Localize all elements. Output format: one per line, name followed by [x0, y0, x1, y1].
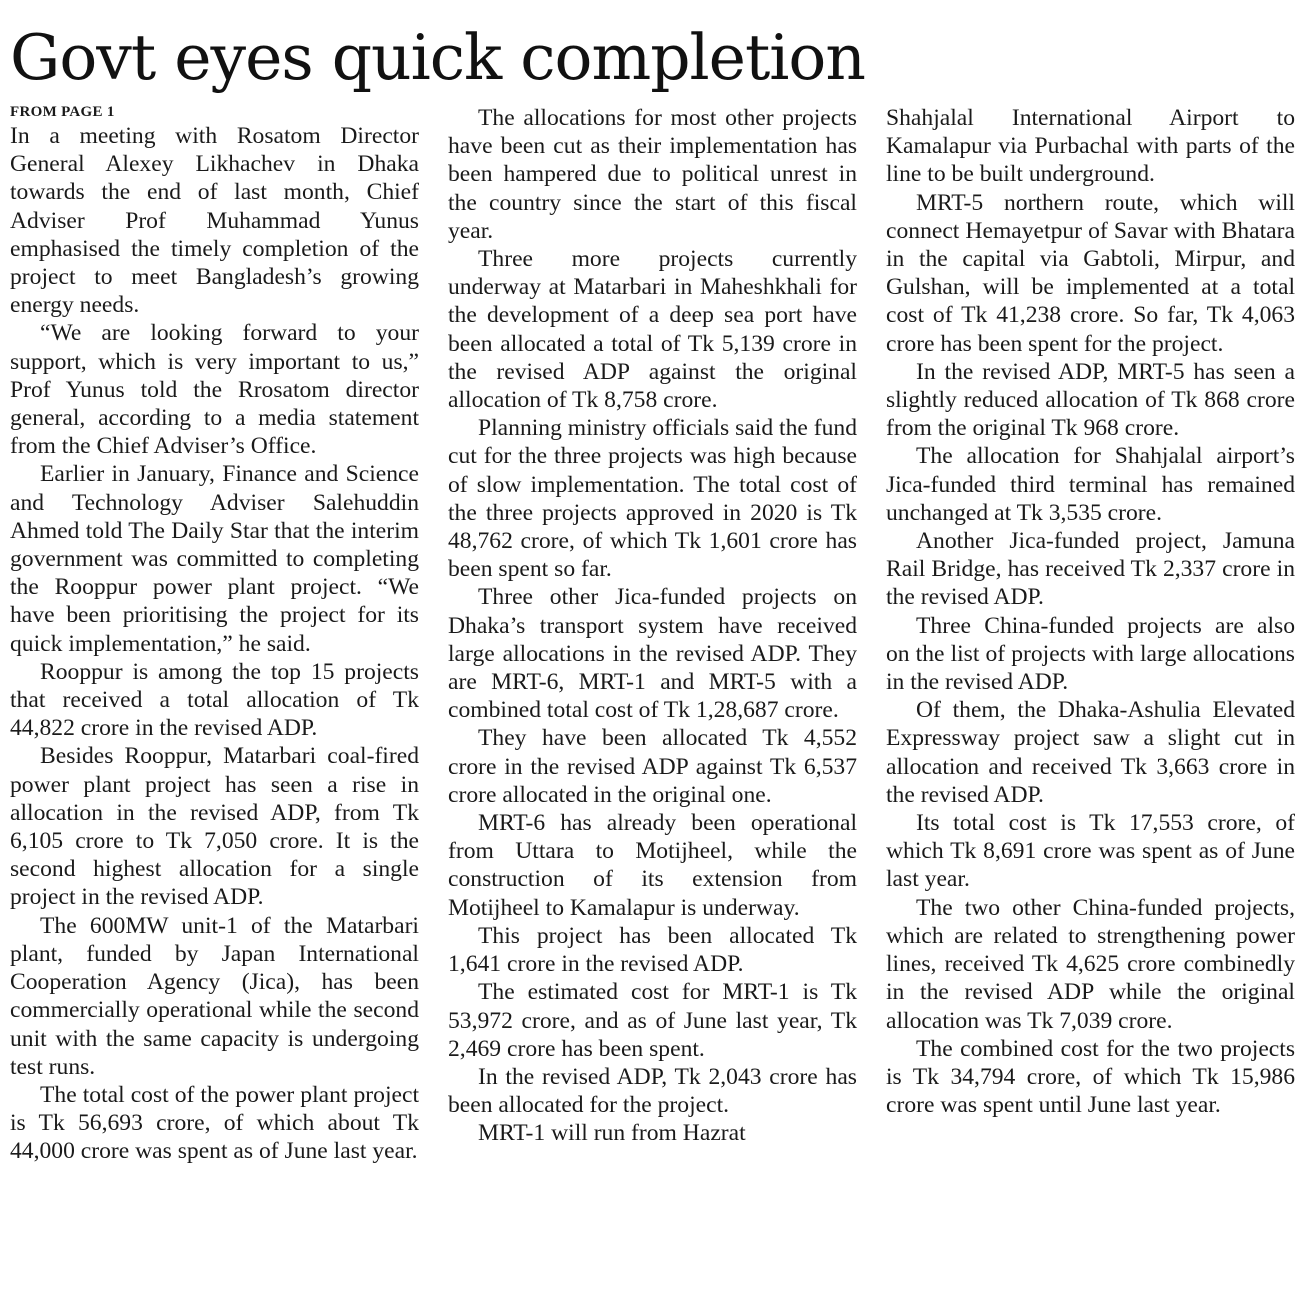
paragraph: Rooppur is among the top 15 projects that received a total allocation of Tk 44,822 crore in the revised ADP.: [10, 658, 419, 742]
paragraph: Three China-funded projects are also on the list of projects with large allocations in the revised ADP.: [886, 612, 1295, 696]
paragraph: The allocation for Shahjalal airport’s Jica-funded third terminal has remained unchanged at Tk 3,535 crore.: [886, 443, 1295, 526]
paragraph: MRT-5 northern route, which will connect Hemayetpur of Savar with Bhatara in the capital via Gabtoli, Mirpur, and Gulshan, will be implemented at a total cost of Tk 41,238 crore. So far, Tk 4,063 crore has been spent for the project.: [886, 189, 1295, 357]
paragraph: The allocations for most other projects have been cut as their implementation has been hampered due to political unrest in the country since the start of this fiscal year.: [448, 105, 857, 244]
paragraph: This project has been allocated Tk 1,641 crore in the revised ADP.: [448, 922, 857, 978]
article-column-2: [448, 104, 857, 1148]
headline: Govt eyes quick completion: [10, 21, 865, 94]
paragraph: They have been allocated Tk 4,552 crore in the revised ADP against Tk 6,537 crore allocated in the original one.: [448, 725, 857, 808]
paragraph: In the revised ADP, MRT-5 has seen a slightly reduced allocation of Tk 868 crore from the original Tk 968 crore.: [886, 358, 1295, 442]
paragraph: Its total cost is Tk 17,553 crore, of which Tk 8,691 crore was spent as of June last year.: [886, 810, 1295, 893]
paragraph: The 600MW unit-1 of the Matarbari plant, funded by Japan International Cooperation Agency (Jica), has been commercially operational while the second unit with the same capacity is undergoing test runs.: [10, 912, 419, 1080]
paragraph: Another Jica-funded project, Jamuna Rail Bridge, has received Tk 2,337 crore in the revised ADP.: [886, 528, 1295, 611]
paragraph: Shahjalal International Airport to Kamalapur via Purbachal with parts of the line to be built underground.: [886, 105, 1295, 188]
paragraph: In a meeting with Rosatom Director General Alexey Likhachev in Dhaka towards the end of last month, Chief Adviser Prof Muhammad Yunus emphasised the timely completion of the project to meet Bangladesh’s growing energy needs.: [10, 123, 419, 319]
paragraph: “We are looking forward to your support, which is very important to us,” Prof Yunus told the Rrosatom director general, according to a media statement from the Chief Adviser’s Office.: [10, 320, 419, 460]
kicker: FROM PAGE 1: [10, 104, 115, 120]
paragraph: Planning ministry officials said the fund cut for the three projects was high because of slow implementation. The total cost of the three projects approved in 2020 is Tk 48,762 crore, of which Tk 1,601 crore has been spent so far.: [448, 415, 857, 583]
paragraph: Three other Jica-funded projects on Dhaka’s transport system have received large allocations in the revised ADP. They are MRT-6, MRT-1 and MRT-5 with a combined total cost of Tk 1,28,687 crore.: [448, 584, 857, 724]
article-column-3: [886, 104, 1295, 1119]
paragraph: Besides Rooppur, Matarbari coal-fired power plant project has seen a rise in allocation in the revised ADP, from Tk 6,105 crore to Tk 7,050 crore. It is the second highest allocation for a single project in the revised ADP.: [10, 743, 419, 911]
paragraph: The combined cost for the two projects is Tk 34,794 crore, of which Tk 15,986 crore was spent until June last year.: [886, 1035, 1295, 1119]
article-column-1: [10, 104, 419, 1166]
paragraph: Of them, the Dhaka-Ashulia Elevated Expressway project saw a slight cut in allocation and received Tk 3,663 crore in the revised ADP.: [886, 697, 1295, 808]
paragraph: Earlier in January, Finance and Science and Technology Adviser Salehuddin Ahmed told The Daily Star that the interim government was committed to completing the Rooppur power plant project. “We have been prioritising the project for its quick implementation,” he said.: [10, 461, 419, 657]
paragraph: The two other China-funded projects, which are related to strengthening power lines, received Tk 4,625 crore combinedly in the revised ADP while the original allocation was Tk 7,039 crore.: [886, 894, 1295, 1034]
paragraph: MRT-1 will run from Hazrat: [478, 1120, 746, 1147]
paragraph: The total cost of the power plant project is Tk 56,693 crore, of which about Tk 44,000 crore was spent as of June last year.: [10, 1081, 419, 1165]
paragraph: In the revised ADP, Tk 2,043 crore has been allocated for the project.: [448, 1063, 857, 1119]
paragraph: The estimated cost for MRT-1 is Tk 53,972 crore, and as of June last year, Tk 2,469 crore has been spent.: [448, 979, 857, 1062]
paragraph: Three more projects currently underway at Matarbari in Maheshkhali for the development of a deep sea port have been allocated a total of Tk 5,139 crore in the revised ADP against the original allocation of Tk 8,758 crore.: [448, 246, 857, 414]
paragraph: MRT-6 has already been operational from Uttara to Motijheel, while the construction of its extension from Motijheel to Kamalapur is underway.: [448, 810, 857, 921]
